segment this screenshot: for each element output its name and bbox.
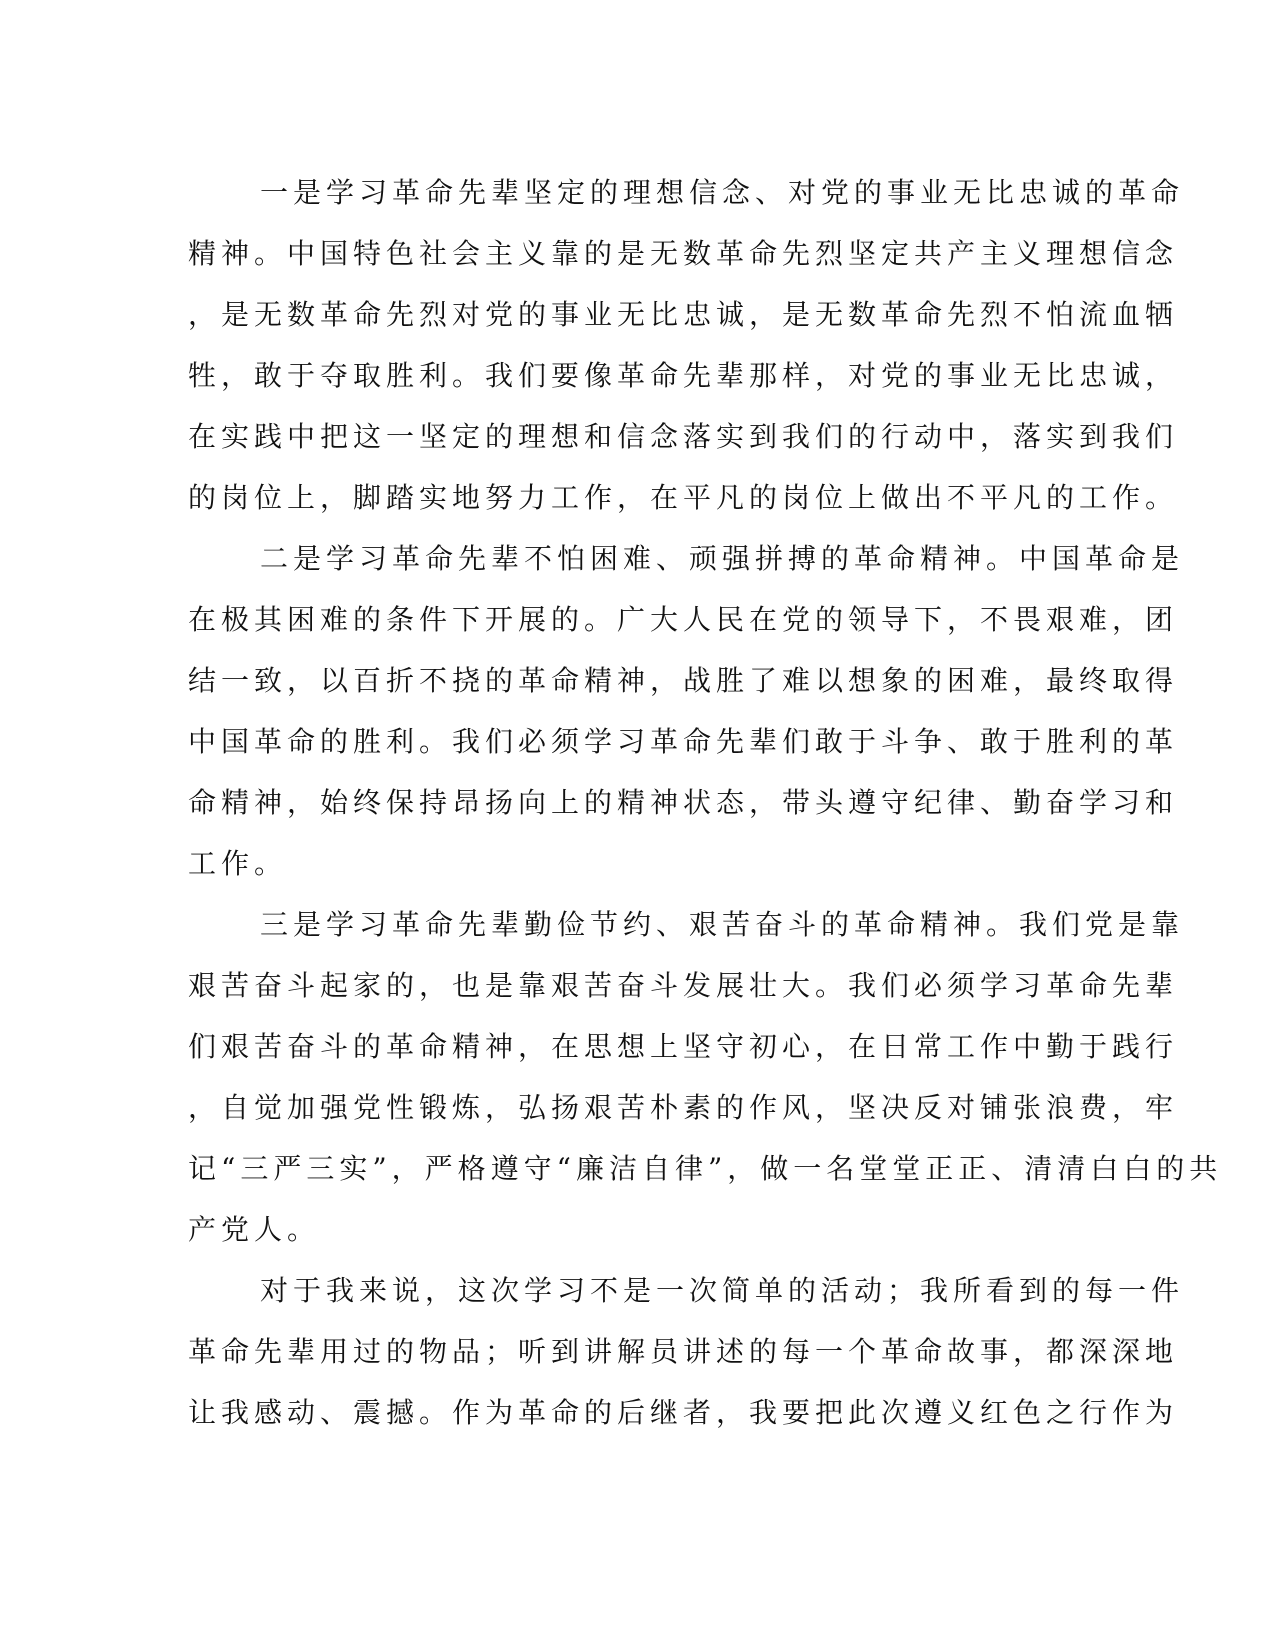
text-line: 们艰苦奋斗的革命精神，在思想上坚守初心，在日常工作中勤于践行 [188,1030,1179,1063]
text-line: 在极其困难的条件下开展的。广大人民在党的领导下，不畏艰难，团 [188,603,1179,636]
text-line: 艰苦奋斗起家的，也是靠艰苦奋斗发展壮大。我们必须学习革命先辈 [188,969,1179,1002]
text-line: 产党人。 [188,1213,321,1246]
paragraph-4 [188,1260,1185,1443]
text-line: 命精神，始终保持昂扬向上的精神状态，带头遵守纪律、勤奋学习和 [188,786,1179,819]
text-line: ，是无数革命先烈对党的事业无比忠诚，是无数革命先烈不怕流血牺 [188,298,1179,331]
text-line: 在实践中把这一坚定的理想和信念落实到我们的行动中，落实到我们 [188,420,1179,453]
text-line: 精神。中国特色社会主义靠的是无数革命先烈坚定共产主义理想信念 [188,237,1179,270]
text-line: 记“三严三实”，严格遵守“廉洁自律”，做一名堂堂正正、清清白白的共 [188,1152,1223,1185]
text-line: 二是学习革命先辈不怕困难、顽强拼搏的革命精神。中国革命是 [260,542,1185,575]
document-body [188,162,1223,1443]
text-line: ，自觉加强党性锻炼，弘扬艰苦朴素的作风，坚决反对铺张浪费，牢 [188,1091,1179,1124]
text-line: 一是学习革命先辈坚定的理想信念、对党的事业无比忠诚的革命 [260,176,1185,209]
paragraph-1 [188,162,1185,528]
text-line: 结一致，以百折不挠的革命精神，战胜了难以想象的困难，最终取得 [188,664,1179,697]
text-line: 革命先辈用过的物品；听到讲解员讲述的每一个革命故事，都深深地 [188,1335,1179,1368]
text-line: 对于我来说，这次学习不是一次简单的活动；我所看到的每一件 [260,1274,1185,1307]
paragraph-3 [188,894,1223,1260]
text-line: 工作。 [188,847,288,880]
text-line: 的岗位上，脚踏实地努力工作，在平凡的岗位上做出不平凡的工作。 [188,481,1179,514]
text-line: 三是学习革命先辈勤俭节约、艰苦奋斗的革命精神。我们党是靠 [260,908,1185,941]
paragraph-2 [188,528,1185,894]
text-line: 牲，敢于夺取胜利。我们要像革命先辈那样，对党的事业无比忠诚， [188,359,1179,392]
text-line: 让我感动、震撼。作为革命的后继者，我要把此次遵义红色之行作为 [188,1396,1179,1429]
text-line: 中国革命的胜利。我们必须学习革命先辈们敢于斗争、敢于胜利的革 [188,725,1179,758]
